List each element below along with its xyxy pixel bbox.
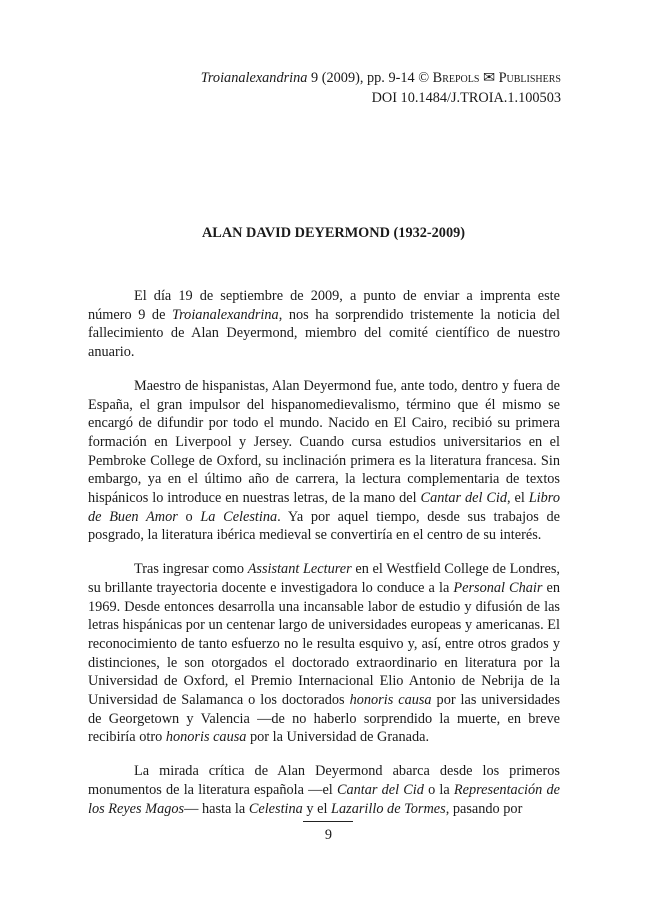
article-body (88, 287, 560, 833)
publisher-name-b: Publishers (498, 70, 561, 86)
footer-rule (303, 821, 353, 822)
paragraph-4: La mirada crítica de Alan Deyermond abarca desde los primeros monumentos de la literatura española —el Cantar del Cid o la Representación de los Reyes Magos— hasta la Celestina y el Lazarillo de Tormes, pasando por (88, 763, 560, 817)
running-header (0, 68, 561, 108)
citation-text: 9 (2009), pp. 9-14 © (307, 70, 433, 86)
paragraph-1: El día 19 de septiembre de 2009, a punto de enviar a imprenta este número 9 de Troianalexandrina, nos ha sorprendido tristemente la noticia del fallecimiento de Alan Deyermond, miembro del comité científico de nuestro anuario. (88, 288, 560, 361)
citation-line (0, 68, 561, 88)
doi-line: DOI 10.1484/J.TROIA.1.100503 (371, 90, 561, 106)
article-title: ALAN DAVID DEYERMOND (1932-2009) (201, 225, 466, 241)
publisher-logo-icon: ✉ (483, 70, 496, 86)
paragraph-3: Tras ingresar como Assistant Lecturer en el Westfield College de Londres, su brillante trayectoria docente e investigadora lo conduce a la Personal Chair en 1969. Desde entonces desarrolla una incansable labor de estudio y difusión de las letras hispánicas por un centenar largo de universidades europeas y americanas. El reconocimiento de tanto esfuerzo no le resulta esquivo y, así, entre otros grados y distinciones, le son otorgados el doctorado extraordinario en literatura por la Universidad de Oxford, el Premio Internacional Elio Antonio de Nebrija de la Universidad de Salamanca o los doctorados honoris causa por las universidades de Georgetown y Valencia —de no haberlo sorprendido la muerte, en breve recibiría otro honoris causa por la Universidad de Granada. (88, 561, 561, 746)
paragraph-2: Maestro de hispanistas, Alan Deyermond fue, ante todo, dentro y fuera de España, el gran impulsor del hispanomedievalismo, término que él mismo se encargó de difundir por todo el mundo. Nacido en El Cairo, recibió su primera formación en Liverpool y Jersey. Cuando cursa estudios universitarios en el Pembroke College de Oxford, su inclinación primera es la literatura francesa. Sin embargo, ya en el último año de carrera, la lectura complementaria de textos hispánicos lo introduce en nuestras letras, de la mano del Cantar del Cid, el Libro de Buen Amor o La Celestina. Ya por aquel tiempo, desde sus trabajos de posgrado, la literatura ibérica medieval se convertiría en el centro de su interés. (88, 377, 560, 544)
publisher-name-a: Brepols (432, 70, 480, 86)
journal-name: Troianalexandrina (200, 70, 308, 86)
page-number: 9 (324, 827, 333, 843)
